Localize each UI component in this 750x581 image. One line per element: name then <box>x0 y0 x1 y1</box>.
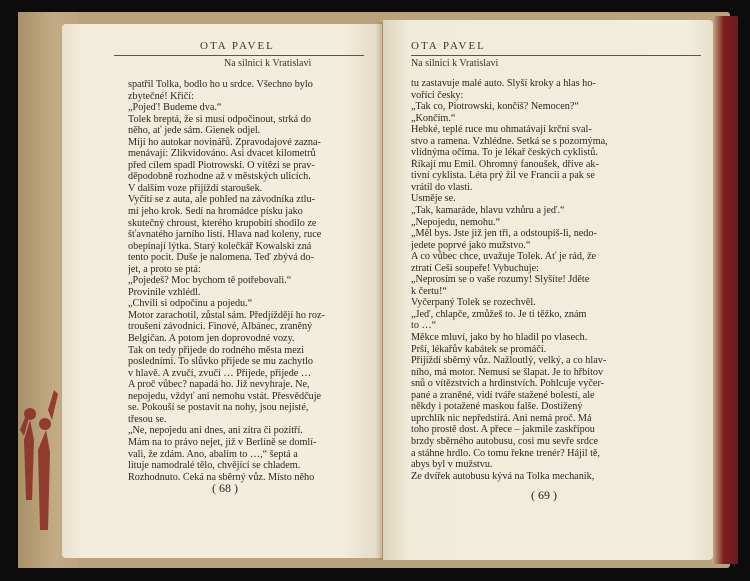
text-line: Ze dvířek autobusu kývá na Tolka mechanik, <box>411 470 595 482</box>
text-line: voříci česky: <box>411 89 464 101</box>
text-line: ztratí Češi soupeře! Vybuchuje: <box>411 262 539 274</box>
text-line: někdy i potažené maskou falše. Dostižený <box>411 401 583 413</box>
text-line: „Nepojedu, nemohu.“ <box>411 216 501 228</box>
text-line: „Jeď, chlapče, zmůžeš to. Je ti těžko, znám <box>411 308 587 320</box>
text-line: „Neprosím se o vaše rozumy! Slyšíte! Jděte <box>411 274 590 286</box>
text-line: Motor zarachotil, zůstal sám. Předjíždějí ho roz- <box>128 309 325 321</box>
text-line: nepojedu, vždyť ani nemohu vstát. Přesvědčuje <box>128 390 322 402</box>
text-line: Rozhodnuto. Čeká na sběrný vůz. Místo něho <box>128 471 315 483</box>
text-line: „Pojedeš? Moc bychom tě potřebovali.“ <box>128 275 292 287</box>
text-line: šťavnatého jarního listí. Hlava nad koleny, ruce <box>128 229 322 241</box>
text-line: k čertu!“ <box>411 285 447 297</box>
text-line: A co vůbec chce, uvažuje Tolek. Ať je rád, že <box>411 251 597 263</box>
text-line: v hlavě. A zvučí, zvučí … Přijede, přijede … <box>128 367 312 379</box>
page-number: ( 68 ) <box>212 481 238 495</box>
text-line: třesou se. <box>128 413 167 425</box>
text-line: skutečný chroust, kterého krupobití shodilo ze <box>128 217 317 229</box>
text-line: „Tak co, Piotrowski, končíš? Nemocen?“ <box>411 101 579 113</box>
text-line: Mám na to právo nejet, již v Berlíně se domlí- <box>128 436 317 448</box>
text-line: lituje namodralé tělo, chvějící se chladem. <box>128 460 301 472</box>
text-line: posledními. To slůvko přijede se mu zachytlo <box>128 356 313 368</box>
text-line: vali, že zdám. Ano, abalím to …,“ šeptá a <box>128 448 298 460</box>
text-line: Provinile vzhlédl. <box>128 286 201 298</box>
text-line: to …“ <box>411 320 437 332</box>
text-line: jedete poprvé jako mužstvo.“ <box>411 239 531 251</box>
text-line: obepínají lýtka. Starý kolečkář Kowalski zná <box>128 240 312 252</box>
text-line: Usměje se. <box>411 193 456 205</box>
body-text <box>411 78 693 482</box>
text-line: tento pocit. Duše je nalomena. Teď zbývá do- <box>128 252 314 264</box>
header-rule <box>114 55 364 56</box>
text-line: děpodobně rozhodne až v městských ulicích. <box>128 171 311 183</box>
text-line: zbytečné! Křičí: <box>128 90 194 102</box>
text-line: Prší, lékařův kabátek se promáčí. <box>411 343 547 355</box>
text-line: Vyčerpaný Tolek se rozechvěl. <box>411 297 536 309</box>
body-text <box>128 79 372 483</box>
text-line: troušení závodníci. Finové, Albánec, zraněný <box>128 321 313 333</box>
text-line: ního, má motor. Nemusí se šlapat. Je to hřbitov <box>411 366 604 378</box>
left-page <box>62 24 382 558</box>
text-line: Tolek breptá, že si musí odpočinout, strká do <box>128 113 311 125</box>
page-number: ( 69 ) <box>531 488 557 502</box>
text-line: Míjí ho autokar novinářů. Zpravodajové zazna- <box>128 136 321 148</box>
text-line: se. Pokouší se postavit na nohy, jsou nejisté, <box>128 402 309 414</box>
text-line: před cílem spadl Piotrowski. O vítězi se prav- <box>128 159 315 171</box>
text-line: vlídnýma očima. To je lékař českých cyklistů. <box>411 147 598 159</box>
text-line: Tak on tedy přijede do rodného města mezi <box>128 344 305 356</box>
text-line: snů o vítězstvích a hrdinstvích. Pohlcuje vyčer- <box>411 378 605 390</box>
text-line: a stáhne hrdlo. Co tomu řekne trenér? Hájil tě, <box>411 447 600 459</box>
text-line: toho prostě dost. A přece – jakmile zaskřípou <box>411 424 595 436</box>
chapter-subtitle: Na silnici k Vratislavi <box>224 58 312 69</box>
text-line: Hebké, teplé ruce mu ohmatávají krční sval- <box>411 124 592 136</box>
text-line: Vyčítí se z auta, ale pohled na závodníka ztlu- <box>128 194 315 206</box>
text-line: vrátil do vlasti. <box>411 181 473 193</box>
book-cover-right-edge <box>712 16 738 564</box>
text-line: něho, ať jede sám. Gienek odjel. <box>128 125 261 137</box>
text-line: V dalším voze přijíždí staroušek. <box>128 182 263 194</box>
text-line: Belgičan. A potom jen doprovodné vozy. <box>128 333 295 345</box>
chapter-subtitle: Na silnici k Vratislavi <box>411 58 499 69</box>
text-line: „Pojeď! Budeme dva.“ <box>128 102 222 114</box>
text-line: „Ne, nepojedu ani dnes, ani zítra či pozítří. <box>128 425 303 437</box>
text-line: spatřil Tolka, bodlo ho u srdce. Všechno bylo <box>128 79 313 90</box>
text-line: stvo a ramena. Vzhlédne. Setká se s pozornýma, <box>411 135 608 147</box>
text-line: „Končím.“ <box>411 112 456 124</box>
header-rule <box>411 55 701 56</box>
text-line: jet, a proto se ptá: <box>128 263 201 275</box>
running-head: OTA PAVEL <box>200 40 275 52</box>
text-line: abys byl v mužstvu. <box>411 459 493 471</box>
cover-illustration-figures <box>18 380 66 560</box>
text-line: menávají: Zlikvidováno. Asi dvacet kilometrů <box>128 148 316 160</box>
text-line: tivní cyklista. Léta prý žil ve Francii a pak se <box>411 170 595 182</box>
text-line: tu zastavuje malé auto. Slyší kroky a hlas ho- <box>411 78 596 89</box>
text-line: „Tak, kamaráde, hlavu vzhůru a jeď.“ <box>411 205 565 217</box>
text-line: A proč vůbec? napadá ho. Již nevyhraje. Ne, <box>128 379 310 391</box>
right-page <box>383 20 713 560</box>
text-line: Přijíždí sběrný vůz. Nažloutlý, velký, a co hlav- <box>411 355 607 367</box>
text-line: uprchlík nic nepředstírá. Ani nemá proč. Má <box>411 412 592 424</box>
text-line: pané a zraněné, vidí tváře stažené bolestí, ale <box>411 389 595 401</box>
text-line: brzdy sběrného autobusu, cosi mu sevře srdce <box>411 435 599 447</box>
text-line: „Chvíli si odpočinu a pojedu.“ <box>128 298 253 310</box>
text-line: Měkce mluví, jako by ho hladil po vlasech. <box>411 332 588 344</box>
text-line: mí jeho krok. Sedí na hromádce písku jako <box>128 206 303 218</box>
text-line: Říkají mu Emil. Ohromný fanoušek, dříve ak- <box>411 158 599 170</box>
running-head: OTA PAVEL <box>411 40 486 52</box>
text-line: „Měl bys. Jste již jen tři, a odstoupíš-li, nedo- <box>411 228 597 240</box>
